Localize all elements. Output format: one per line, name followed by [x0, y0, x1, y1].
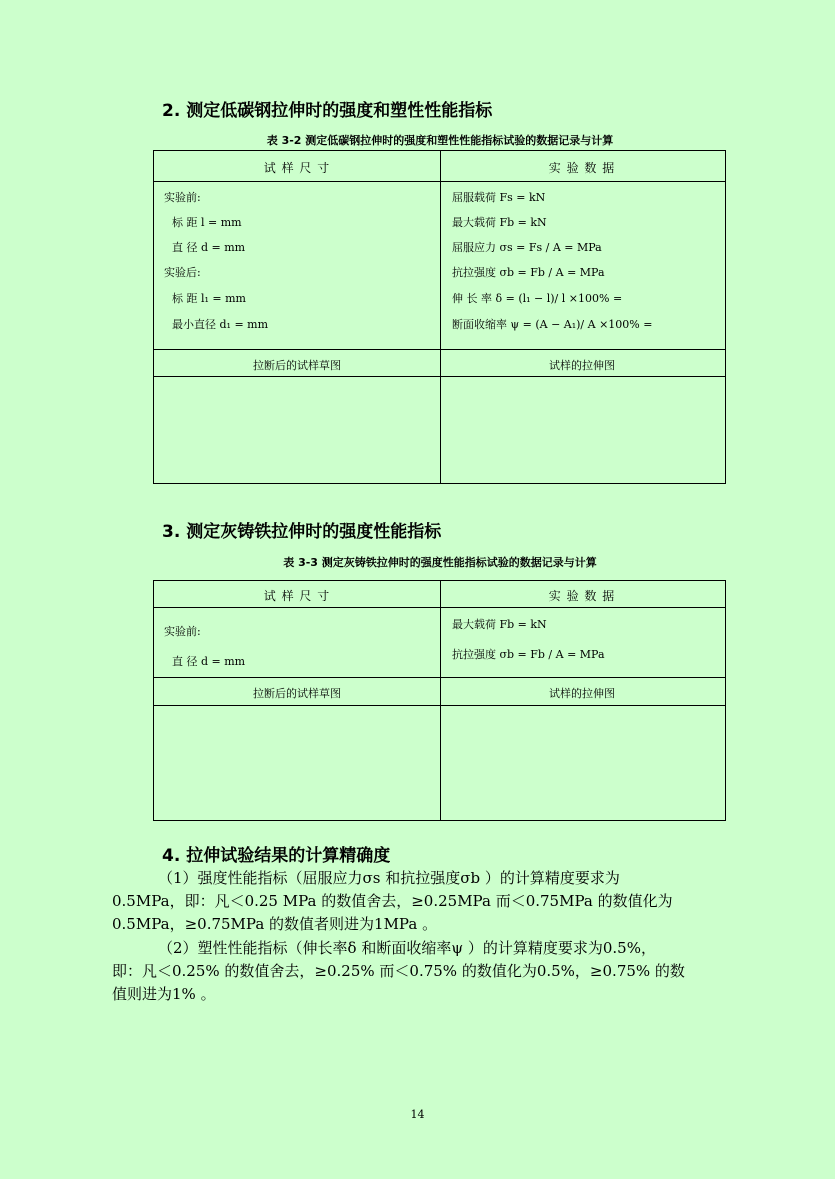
table-3-3-right-row: 抗拉强度 σb = Fb / A = MPa: [452, 648, 605, 661]
table-3-3-sketch-label: 拉断后的试样草图: [253, 687, 341, 700]
table-3-2-left-row: 标 距 l₁ = mm: [172, 292, 246, 305]
table-3-2-curve-label: 试样的拉伸图: [549, 359, 615, 372]
table-3-2-caption: 表 3-2 测定低碳钢拉伸时的强度和塑性性能指标试验的数据记录与计算: [266, 134, 614, 147]
table-3-2-left-row: 实验前:: [164, 191, 201, 204]
paragraph-line: 0.5MPa，≥0.75MPa 的数值者则进为1MPa 。: [112, 915, 438, 933]
paragraph-line: 即：凡＜0.25% 的数值舍去，≥0.25% 而＜0.75% 的数值化为0.5%，≥0.75% 的数: [112, 962, 685, 980]
table-3-2-right-row: 屈服载荷 Fs = kN: [452, 191, 546, 204]
precision-paragraph-2: [112, 937, 750, 1006]
table-3-2-left-row: 最小直径 d₁ = mm: [172, 318, 269, 331]
table-3-2-left-header: 试 样 尺 寸: [263, 161, 331, 175]
table-3-2-right-header: 实 验 数 据: [548, 161, 616, 175]
table-3-2-sketch-label: 拉断后的试样草图: [253, 359, 341, 372]
table-3-2-right-row: 最大载荷 Fb = kN: [452, 216, 547, 229]
table-3-2-left-row: 标 距 l = mm: [172, 216, 242, 229]
page-number: 14: [410, 1108, 425, 1121]
paragraph-line: （1）强度性能指标（屈服应力σs 和抗拉强度σb ）的计算精度要求为: [158, 869, 620, 887]
section-4-title: 4. 拉伸试验结果的计算精确度: [162, 846, 391, 866]
table-3-2-right-row: 断面收缩率 ψ = (A − A₁)/ A ×100% =: [452, 318, 653, 331]
table-3-3-caption: 表 3-3 测定灰铸铁拉伸时的强度性能指标试验的数据记录与计算: [283, 556, 597, 569]
paragraph-line: 值则进为1% 。: [112, 985, 216, 1003]
paragraph-line: （2）塑性性能指标（伸长率δ 和断面收缩率ψ ）的计算精度要求为0.5%，: [158, 939, 656, 957]
table-3-3-right-row: 最大载荷 Fb = kN: [452, 618, 547, 631]
table-3-3-left-header: 试 样 尺 寸: [263, 589, 331, 603]
precision-paragraph-1: [112, 867, 750, 936]
section-3-title: 3. 测定灰铸铁拉伸时的强度性能指标: [162, 522, 442, 542]
table-3-2-right-row: 抗拉强度 σb = Fb / A = MPa: [452, 266, 605, 279]
table-3-3: [153, 580, 726, 821]
paragraph-line: 0.5MPa，即：凡＜0.25 MPa 的数值舍去，≥0.25MPa 而＜0.75MPa 的数值化为: [112, 892, 673, 910]
table-3-2-right-row: 伸 长 率 δ = (l₁ − l)/ l ×100% =: [452, 292, 623, 305]
table-3-3-left-row: 实验前:: [164, 625, 201, 638]
table-3-3-curve-label: 试样的拉伸图: [549, 687, 615, 700]
table-3-2-left-row: 直 径 d = mm: [172, 241, 246, 254]
section-2-title: 2. 测定低碳钢拉伸时的强度和塑性性能指标: [162, 101, 493, 121]
table-3-2-right-row: 屈服应力 σs = Fs / A = MPa: [452, 241, 602, 254]
table-3-2: [153, 150, 726, 484]
table-3-3-right-header: 实 验 数 据: [548, 589, 616, 603]
table-3-3-left-row: 直 径 d = mm: [172, 655, 246, 668]
table-3-2-left-row: 实验后:: [164, 266, 201, 279]
